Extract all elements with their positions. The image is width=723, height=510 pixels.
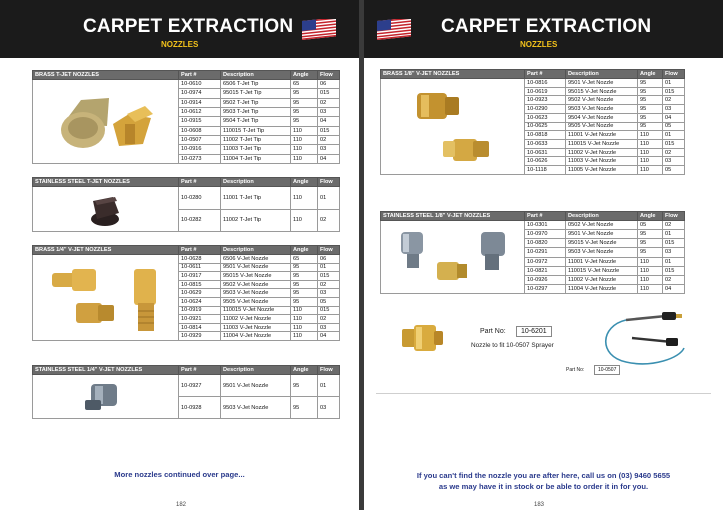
stainless-eighth-v-jet-nozzle-icon xyxy=(393,224,513,290)
col-flow: Flow xyxy=(318,246,340,255)
cell-part-number: 10-0297 xyxy=(525,284,566,293)
cell-flow: 015 xyxy=(663,140,685,149)
right-header-subtitle: NOZZLES xyxy=(520,40,558,49)
cell-angle: 95 xyxy=(638,230,663,239)
cell-angle: 110 xyxy=(638,275,663,284)
cell-part-number: 10-0625 xyxy=(525,122,566,131)
col-flow: Flow xyxy=(663,212,685,221)
cell-flow: 02 xyxy=(663,275,685,284)
cell-angle: 95 xyxy=(638,113,663,122)
cell-description: 0502 V-Jet Nozzle xyxy=(566,221,638,230)
cell-description: 9501 V-Jet Nozzle xyxy=(566,230,638,239)
right-footer-line1: If you can't find the nozzle you are after here, call us on (03) 9460 5655 xyxy=(416,471,671,480)
cell-part-number: 10-0631 xyxy=(525,148,566,157)
cell-part-number: 10-0280 xyxy=(179,187,221,210)
cell-description: 11002 T-Jet Tip xyxy=(221,135,291,144)
cell-flow: 015 xyxy=(318,306,340,315)
product-image xyxy=(381,221,525,294)
cell-description: 6506 V-Jet Nozzle xyxy=(221,255,291,264)
col-angle: Angle xyxy=(291,178,318,187)
product-image xyxy=(33,187,179,232)
col-description: Description xyxy=(221,246,291,255)
cell-description: 9503 V-Jet Nozzle xyxy=(221,289,291,298)
cell-angle: 95 xyxy=(291,280,318,289)
cell-angle: 110 xyxy=(638,131,663,140)
cell-angle: 95 xyxy=(291,289,318,298)
cell-part-number: 10-0816 xyxy=(525,79,566,88)
usa-flag-icon xyxy=(377,19,411,41)
col-description: Description xyxy=(566,212,638,221)
cell-description: 110015 V-Jet Nozzle xyxy=(566,140,638,149)
cell-part-number: 10-0507 xyxy=(179,135,221,144)
cell-angle: 110 xyxy=(291,332,318,341)
cell-angle: 110 xyxy=(638,166,663,175)
cell-part-number: 10-0926 xyxy=(525,275,566,284)
cell-description: 9505 V-Jet Nozzle xyxy=(566,122,638,131)
cell-flow: 04 xyxy=(318,117,340,126)
cell-description: 9503 V-Jet Nozzle xyxy=(221,397,291,419)
cell-flow: 06 xyxy=(318,80,340,89)
cell-angle: 110 xyxy=(291,145,318,154)
cell-description: 11003 T-Jet Tip xyxy=(221,145,291,154)
cell-angle: 95 xyxy=(638,79,663,88)
cell-flow: 01 xyxy=(318,187,340,210)
right-header-title: CARPET EXTRACTION xyxy=(441,16,652,37)
special-nozzle-part-label: Part No: xyxy=(480,328,506,335)
cell-description: 11003 V-Jet Nozzle xyxy=(566,157,638,166)
cell-flow: 03 xyxy=(663,105,685,114)
cell-part-number: 10-0814 xyxy=(179,323,221,332)
cell-description: 9502 V-Jet Nozzle xyxy=(566,96,638,105)
cell-flow: 02 xyxy=(318,209,340,232)
cell-angle: 95 xyxy=(638,239,663,248)
usa-flag-icon xyxy=(302,19,336,41)
table-row xyxy=(381,79,685,88)
cell-angle: 110 xyxy=(638,266,663,275)
cell-flow: 03 xyxy=(318,107,340,116)
cell-part-number: 10-0821 xyxy=(525,266,566,275)
cell-angle: 95 xyxy=(291,397,318,419)
cell-flow: 015 xyxy=(663,266,685,275)
cell-part-number: 10-0815 xyxy=(179,280,221,289)
col-flow: Flow xyxy=(663,70,685,79)
col-part: Part # xyxy=(179,71,221,80)
cell-description: 6506 T-Jet Tip xyxy=(221,80,291,89)
cell-description: 11002 V-Jet Nozzle xyxy=(566,275,638,284)
cell-description: 11002 V-Jet Nozzle xyxy=(221,315,291,324)
cell-angle: 110 xyxy=(638,284,663,293)
table-title: BRASS T-JET NOZZLES xyxy=(33,71,179,80)
col-angle: Angle xyxy=(291,366,318,375)
cell-description: 95015 V-Jet Nozzle xyxy=(566,239,638,248)
cell-flow: 06 xyxy=(318,255,340,264)
col-flow: Flow xyxy=(318,178,340,187)
cell-description: 110015 V-Jet Nozzle xyxy=(221,306,291,315)
cell-angle: 110 xyxy=(638,148,663,157)
cell-description: 11001 V-Jet Nozzle xyxy=(566,257,638,266)
brass-t-jet-nozzle-icon xyxy=(51,84,161,160)
cell-angle: 95 xyxy=(291,117,318,126)
left-page xyxy=(0,0,359,510)
left-header-title: CARPET EXTRACTION xyxy=(83,16,294,37)
table-title: STAINLESS STEEL T-JET NOZZLES xyxy=(33,178,179,187)
cell-angle: 95 xyxy=(291,375,318,397)
cell-flow: 01 xyxy=(318,375,340,397)
cell-part-number: 10-0974 xyxy=(179,89,221,98)
cell-flow: 03 xyxy=(318,323,340,332)
cell-part-number: 10-0619 xyxy=(525,87,566,96)
cell-part-number: 10-0608 xyxy=(179,126,221,135)
cell-angle: 65 xyxy=(291,80,318,89)
cell-flow: 015 xyxy=(663,87,685,96)
cell-description: 9501 V-Jet Nozzle xyxy=(566,79,638,88)
cell-angle: 110 xyxy=(638,140,663,149)
sprayer-part-label: Part No: xyxy=(566,367,585,373)
cell-angle: 95 xyxy=(638,96,663,105)
cell-angle: 110 xyxy=(291,209,318,232)
col-angle: Angle xyxy=(291,71,318,80)
cell-description: 11003 V-Jet Nozzle xyxy=(221,323,291,332)
cell-flow: 03 xyxy=(663,157,685,166)
col-angle: Angle xyxy=(638,212,663,221)
cell-angle: 110 xyxy=(291,306,318,315)
right-page xyxy=(364,0,723,510)
cell-part-number: 10-0624 xyxy=(179,297,221,306)
sprayer-wand-icon xyxy=(596,312,692,368)
cell-part-number: 10-0612 xyxy=(179,107,221,116)
cell-part-number: 10-0282 xyxy=(179,209,221,232)
cell-flow: 01 xyxy=(663,257,685,266)
cell-description: 95015 V-Jet Nozzle xyxy=(221,272,291,281)
cell-angle: 110 xyxy=(291,323,318,332)
cell-part-number: 10-0970 xyxy=(525,230,566,239)
col-part: Part # xyxy=(525,212,566,221)
brass-eighth-v-jet-nozzle-icon xyxy=(403,83,503,171)
cell-part-number: 10-0626 xyxy=(525,157,566,166)
cell-part-number: 10-0927 xyxy=(179,375,221,397)
table-brass-quarter-v-jet xyxy=(32,245,340,341)
table-row xyxy=(381,221,685,230)
table-title: BRASS 1/8" V-JET NOZZLES xyxy=(381,70,525,79)
cell-flow: 015 xyxy=(318,272,340,281)
cell-angle: 95 xyxy=(291,263,318,272)
cell-angle: 95 xyxy=(638,87,663,96)
col-description: Description xyxy=(221,178,291,187)
table-title: BRASS 1/4" V-JET NOZZLES xyxy=(33,246,179,255)
product-image xyxy=(33,80,179,164)
cell-angle: 110 xyxy=(638,157,663,166)
cell-part-number: 10-0633 xyxy=(525,140,566,149)
cell-angle: 110 xyxy=(291,154,318,163)
right-footer-line2: as we may have it in stock or be able to order it in for you. xyxy=(438,482,649,491)
cell-description: 9505 V-Jet Nozzle xyxy=(221,297,291,306)
col-part: Part # xyxy=(179,246,221,255)
brass-quarter-v-jet-nozzle-icon xyxy=(46,259,166,337)
cell-flow: 02 xyxy=(663,221,685,230)
cell-part-number: 10-0919 xyxy=(179,306,221,315)
cell-description: 11002 V-Jet Nozzle xyxy=(566,148,638,157)
cell-angle: 95 xyxy=(291,98,318,107)
cell-angle: 95 xyxy=(291,272,318,281)
cell-flow: 04 xyxy=(663,284,685,293)
cell-flow: 02 xyxy=(663,148,685,157)
special-nozzle-part-value: 10-6201 xyxy=(516,326,552,337)
table-title: STAINLESS STEEL 1/8" V-JET NOZZLES xyxy=(381,212,525,221)
cell-flow: 02 xyxy=(663,96,685,105)
col-description: Description xyxy=(566,70,638,79)
cell-part-number: 10-0915 xyxy=(179,117,221,126)
cell-angle: 95 xyxy=(638,105,663,114)
left-header-subtitle: NOZZLES xyxy=(161,40,199,49)
cell-angle: 95 xyxy=(291,297,318,306)
right-page-number: 183 xyxy=(534,502,545,508)
cell-description: 95015 V-Jet Nozzle xyxy=(566,87,638,96)
cell-part-number: 10-0273 xyxy=(179,154,221,163)
cell-description: 9504 V-Jet Nozzle xyxy=(566,113,638,122)
left-header xyxy=(0,0,359,58)
cell-flow: 01 xyxy=(663,230,685,239)
cell-flow: 04 xyxy=(318,332,340,341)
cell-part-number: 10-0820 xyxy=(525,239,566,248)
cell-part-number: 10-0921 xyxy=(179,315,221,324)
col-part: Part # xyxy=(525,70,566,79)
table-row xyxy=(33,375,340,397)
cell-part-number: 10-0291 xyxy=(525,248,566,257)
cell-description: 11004 V-Jet Nozzle xyxy=(566,284,638,293)
cell-description: 9503 V-Jet Nozzle xyxy=(566,105,638,114)
left-page-number: 182 xyxy=(176,502,187,508)
cell-description: 110015 T-Jet Tip xyxy=(221,126,291,135)
cell-angle: 110 xyxy=(638,257,663,266)
cell-description: 11001 T-Jet Tip xyxy=(221,187,291,210)
cell-flow: 05 xyxy=(318,297,340,306)
cell-description: 11005 V-Jet Nozzle xyxy=(566,166,638,175)
table-brass-eighth-v-jet xyxy=(380,69,685,175)
cell-part-number: 10-0611 xyxy=(179,263,221,272)
cell-description: 9502 T-Jet Tip xyxy=(221,98,291,107)
cell-flow: 015 xyxy=(318,89,340,98)
cell-part-number: 10-0623 xyxy=(525,113,566,122)
cell-angle: 110 xyxy=(291,187,318,210)
cell-part-number: 10-0928 xyxy=(179,397,221,419)
stainless-quarter-v-jet-nozzle-icon xyxy=(81,378,131,416)
cell-flow: 03 xyxy=(318,145,340,154)
cell-description: 110015 V-Jet Nozzle xyxy=(566,266,638,275)
col-angle: Angle xyxy=(638,70,663,79)
col-part: Part # xyxy=(179,178,221,187)
cell-angle: 95 xyxy=(291,107,318,116)
cell-description: 9501 V-Jet Nozzle xyxy=(221,375,291,397)
cell-flow: 05 xyxy=(663,122,685,131)
cell-description: 11001 V-Jet Nozzle xyxy=(566,131,638,140)
cell-part-number: 10-0929 xyxy=(179,332,221,341)
special-nozzle-description: Nozzle to fit 10-0507 Sprayer xyxy=(471,342,554,349)
cell-description: 95015 T-Jet Tip xyxy=(221,89,291,98)
table-row xyxy=(33,80,340,89)
cell-description: 11002 T-Jet Tip xyxy=(221,209,291,232)
cell-angle: 05 xyxy=(638,221,663,230)
cell-flow: 02 xyxy=(318,135,340,144)
cell-angle: 110 xyxy=(291,126,318,135)
cell-description: 9502 V-Jet Nozzle xyxy=(221,280,291,289)
product-image xyxy=(381,79,525,175)
cell-flow: 03 xyxy=(663,248,685,257)
cell-part-number: 10-0301 xyxy=(525,221,566,230)
cell-flow: 04 xyxy=(663,113,685,122)
left-footer-note: More nozzles continued over page... xyxy=(114,470,245,479)
cell-flow: 03 xyxy=(318,289,340,298)
cell-part-number: 10-0917 xyxy=(179,272,221,281)
cell-flow: 015 xyxy=(318,126,340,135)
table-title: STAINLESS STEEL 1/4" V-JET NOZZLES xyxy=(33,366,179,375)
cell-description: 9504 T-Jet Tip xyxy=(221,117,291,126)
right-header xyxy=(364,0,723,58)
cell-flow: 01 xyxy=(663,79,685,88)
cell-flow: 015 xyxy=(663,239,685,248)
cell-description: 11004 T-Jet Tip xyxy=(221,154,291,163)
cell-part-number: 10-0914 xyxy=(179,98,221,107)
brass-sprayer-nozzle-icon xyxy=(400,320,446,356)
cell-angle: 65 xyxy=(291,255,318,264)
table-row xyxy=(33,255,340,264)
product-image xyxy=(33,375,179,419)
stainless-t-jet-nozzle-icon xyxy=(83,189,129,229)
cell-flow: 02 xyxy=(318,98,340,107)
cell-part-number: 10-0610 xyxy=(179,80,221,89)
col-description: Description xyxy=(221,366,291,375)
cell-angle: 95 xyxy=(638,122,663,131)
sprayer-part-value: 10-0507 xyxy=(594,365,620,375)
cell-flow: 02 xyxy=(318,280,340,289)
cell-flow: 04 xyxy=(318,154,340,163)
cell-flow: 05 xyxy=(663,166,685,175)
cell-angle: 110 xyxy=(291,315,318,324)
cell-part-number: 10-0290 xyxy=(525,105,566,114)
table-stainless-t-jet xyxy=(32,177,340,232)
cell-part-number: 10-0628 xyxy=(179,255,221,264)
col-flow: Flow xyxy=(318,366,340,375)
cell-angle: 95 xyxy=(291,89,318,98)
cell-angle: 110 xyxy=(291,135,318,144)
col-description: Description xyxy=(221,71,291,80)
cell-description: 9503 V-Jet Nozzle xyxy=(566,248,638,257)
col-angle: Angle xyxy=(291,246,318,255)
cell-part-number: 10-1118 xyxy=(525,166,566,175)
cell-part-number: 10-0916 xyxy=(179,145,221,154)
col-flow: Flow xyxy=(318,71,340,80)
product-image xyxy=(33,255,179,341)
cell-part-number: 10-0972 xyxy=(525,257,566,266)
cell-flow: 01 xyxy=(663,131,685,140)
col-part: Part # xyxy=(179,366,221,375)
cell-description: 9501 V-Jet Nozzle xyxy=(221,263,291,272)
section-divider xyxy=(376,393,711,394)
cell-flow: 01 xyxy=(318,263,340,272)
cell-flow: 03 xyxy=(318,397,340,419)
cell-part-number: 10-0923 xyxy=(525,96,566,105)
cell-description: 9503 T-Jet Tip xyxy=(221,107,291,116)
table-row xyxy=(33,187,340,210)
cell-flow: 02 xyxy=(318,315,340,324)
cell-angle: 95 xyxy=(638,248,663,257)
cell-part-number: 10-0818 xyxy=(525,131,566,140)
table-brass-t-jet xyxy=(32,70,340,164)
table-stainless-quarter-v-jet xyxy=(32,365,340,419)
table-stainless-eighth-v-jet xyxy=(380,211,685,294)
cell-description: 11004 V-Jet Nozzle xyxy=(221,332,291,341)
cell-part-number: 10-0629 xyxy=(179,289,221,298)
